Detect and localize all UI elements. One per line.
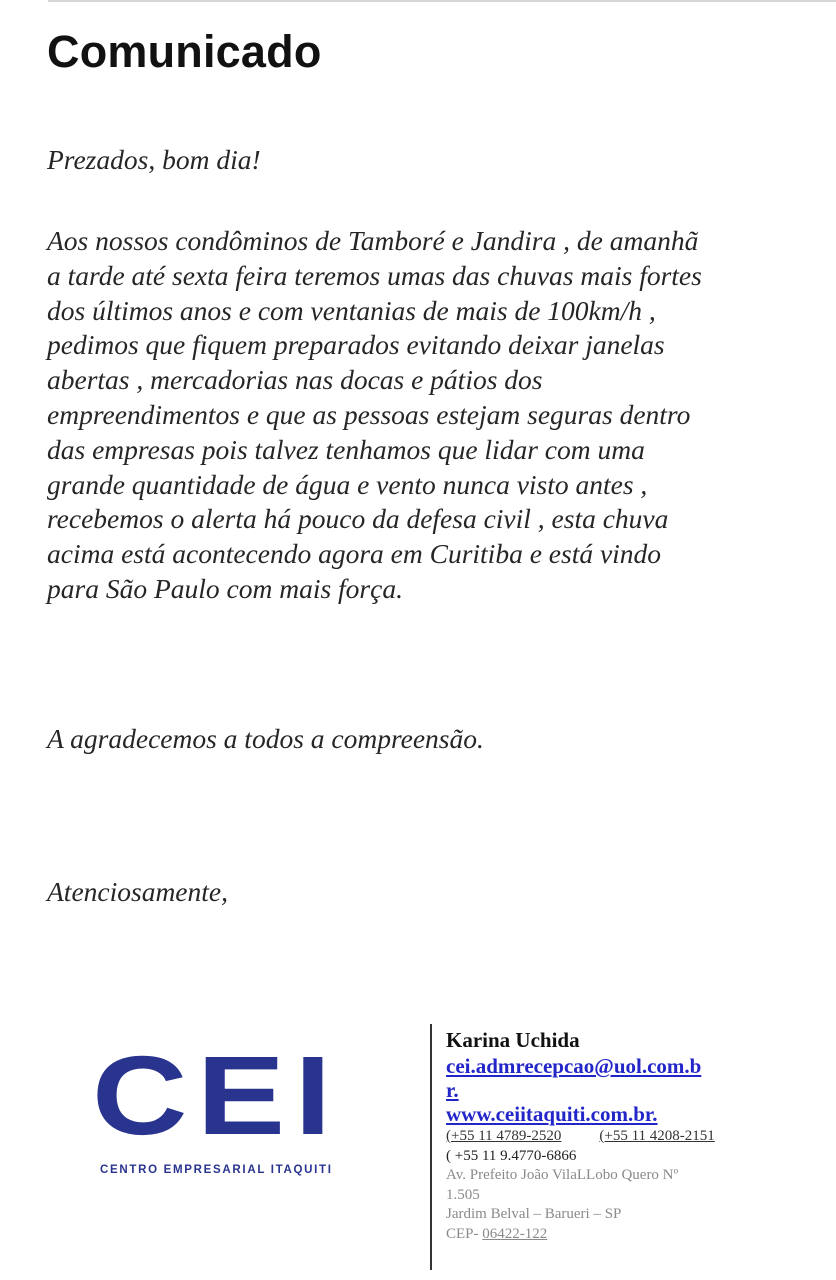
message-line: empreendimentos e que as pessoas estejam seguras dentro xyxy=(47,398,691,430)
address-line: Av. Prefeito João VilaLLobo Quero Nº xyxy=(446,1167,679,1183)
message-line: acima está acontecendo agora em Curitiba e está vindo xyxy=(47,538,662,570)
closing-text: Atenciosamente, xyxy=(47,876,228,907)
page-title: Comunicado xyxy=(47,26,322,77)
top-divider xyxy=(48,0,836,2)
email-link-continuation[interactable]: r. xyxy=(446,1078,459,1102)
message-line: para São Paulo com mais força. xyxy=(47,572,403,604)
message-line: Aos nossos condôminos de Tamboré e Jandira , de amanhã xyxy=(47,225,699,256)
phone-row xyxy=(446,1126,826,1146)
message-line: dos últimos anos e com ventanias de mais de 100km/h , xyxy=(47,294,656,326)
email-signature xyxy=(446,1026,826,1244)
address-line: 1.505 xyxy=(446,1186,480,1203)
phone-1[interactable]: (+55 11 4789-2520 xyxy=(446,1128,562,1144)
message-line: grande quantidade de água e vento nunca visto antes , xyxy=(47,468,648,500)
message-line: a tarde até sexta feira teremos umas das chuvas mais fortes xyxy=(47,259,702,291)
message-line: abertas , mercadorias nas docas e pátios dos xyxy=(47,364,543,396)
greeting-text: Prezados, bom dia! xyxy=(47,144,261,175)
cep-code: 06422-122 xyxy=(482,1225,548,1242)
message-line: pedimos que fiquem preparados evitando deixar janelas xyxy=(47,329,665,361)
cep-label: CEP- xyxy=(446,1225,483,1242)
logo-letters: CEI xyxy=(92,1033,341,1158)
message-line: das empresas pois talvez tenhamos que lidar com uma xyxy=(47,433,645,465)
message-line: recebemos o alerta há pouco da defesa civil , esta chuva xyxy=(47,503,669,535)
address-line: Jardim Belval – Barueri – SP xyxy=(446,1206,622,1222)
signature-divider xyxy=(430,1024,432,1270)
email-link[interactable]: cei.admrecepcao@uol.com.b xyxy=(446,1054,702,1078)
phone-2[interactable]: (+55 11 4208-2151 xyxy=(599,1128,715,1144)
thanks-text: A agradecemos a todos a compreensão. xyxy=(47,723,484,754)
logo-subtitle: CENTRO EMPRESARIAL ITAQUITI xyxy=(100,1164,333,1176)
message-paragraph xyxy=(47,224,822,607)
phone-3: ( +55 11 9.4770-6866 xyxy=(446,1148,577,1164)
cep-line xyxy=(446,1225,826,1245)
company-logo xyxy=(92,1033,392,1190)
website-link[interactable]: www.ceiitaquiti.com.br. xyxy=(446,1102,658,1126)
signature-name: Karina Uchida xyxy=(446,1028,580,1052)
